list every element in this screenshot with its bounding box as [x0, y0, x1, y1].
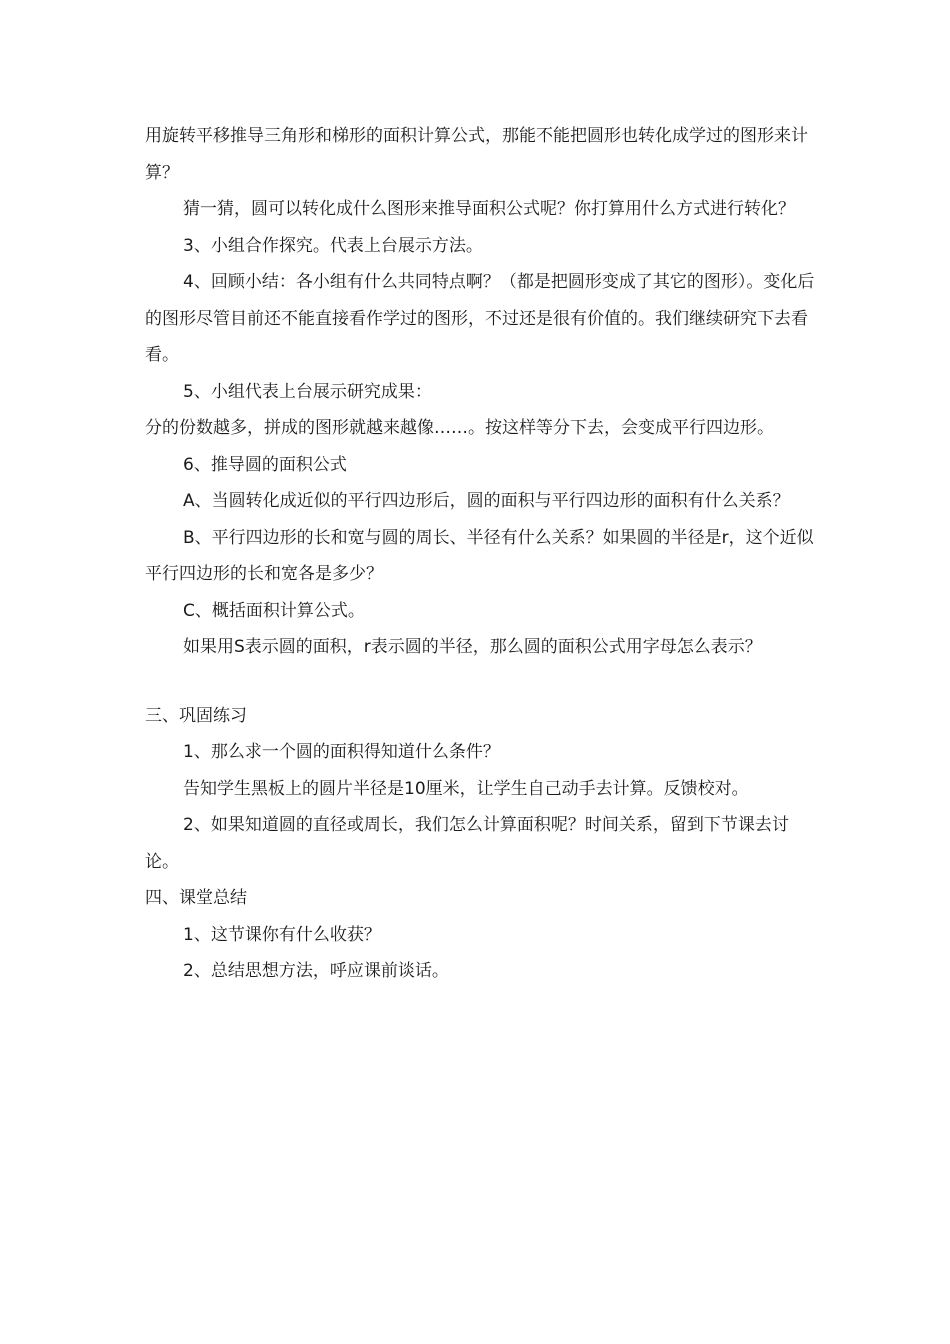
paragraph-13: 1、那么求一个圆的面积得知道什么条件？ — [183, 742, 500, 762]
paragraph-9: B、平行四边形的长和宽与圆的周长、半径有什么关系？如果圆的半径是r，这个近似平行四边形的长和宽各是多少？ — [145, 527, 814, 584]
blank-line — [145, 666, 815, 698]
paragraph-6: 分的份数越多，拼成的图形就越来越像……。按这样等分下去，会变成平行四边形。 — [145, 418, 774, 438]
paragraph-17: 1、这节课你有什么收获？ — [183, 924, 381, 945]
paragraph-15: 2、如果知道圆的直径或周长，我们怎么计算面积呢？时间关系，留到下节课去讨论。 — [145, 815, 789, 872]
paragraph-2: 猜一猜，圆可以转化成什么图形来推导面积公式呢？你打算用什么方式进行转化？ — [183, 199, 795, 219]
paragraph-4: 4、回顾小结：各小组有什么共同特点啊？（都是把圆形变成了其它的图形）。变化后的图形尽管目前还不能直接看作学过的图形，不过还是很有价值的。我们继续研究下去看看。 — [145, 272, 815, 365]
paragraph-11: 如果用S表示圆的面积，r表示圆的半径，那么圆的面积公式用字母怎么表示？ — [183, 637, 762, 657]
paragraph-1: 用旋转平移推导三角形和梯形的面积计算公式，那能不能把圆形也转化成学过的图形来计算？ — [145, 126, 808, 183]
paragraph-5: 5、小组代表上台展示研究成果： — [183, 381, 432, 402]
section-heading-3: 三、巩固练习 — [145, 705, 247, 726]
document-body — [145, 118, 815, 990]
section-heading-4: 四、课堂总结 — [145, 888, 247, 908]
paragraph-7: 6、推导圆的面积公式 — [183, 454, 347, 475]
paragraph-18: 2、总结思想方法，呼应课前谈话。 — [183, 961, 449, 981]
paragraph-8: A、当圆转化成近似的平行四边形后，圆的面积与平行四边形的面积有什么关系？ — [183, 491, 790, 511]
paragraph-14: 告知学生黑板上的圆片半径是10厘米，让学生自己动手去计算。反馈校对。 — [183, 778, 749, 799]
paragraph-3: 3、小组合作探究。代表上台展示方法。 — [183, 235, 483, 256]
paragraph-10: C、概括面积计算公式。 — [183, 600, 365, 621]
